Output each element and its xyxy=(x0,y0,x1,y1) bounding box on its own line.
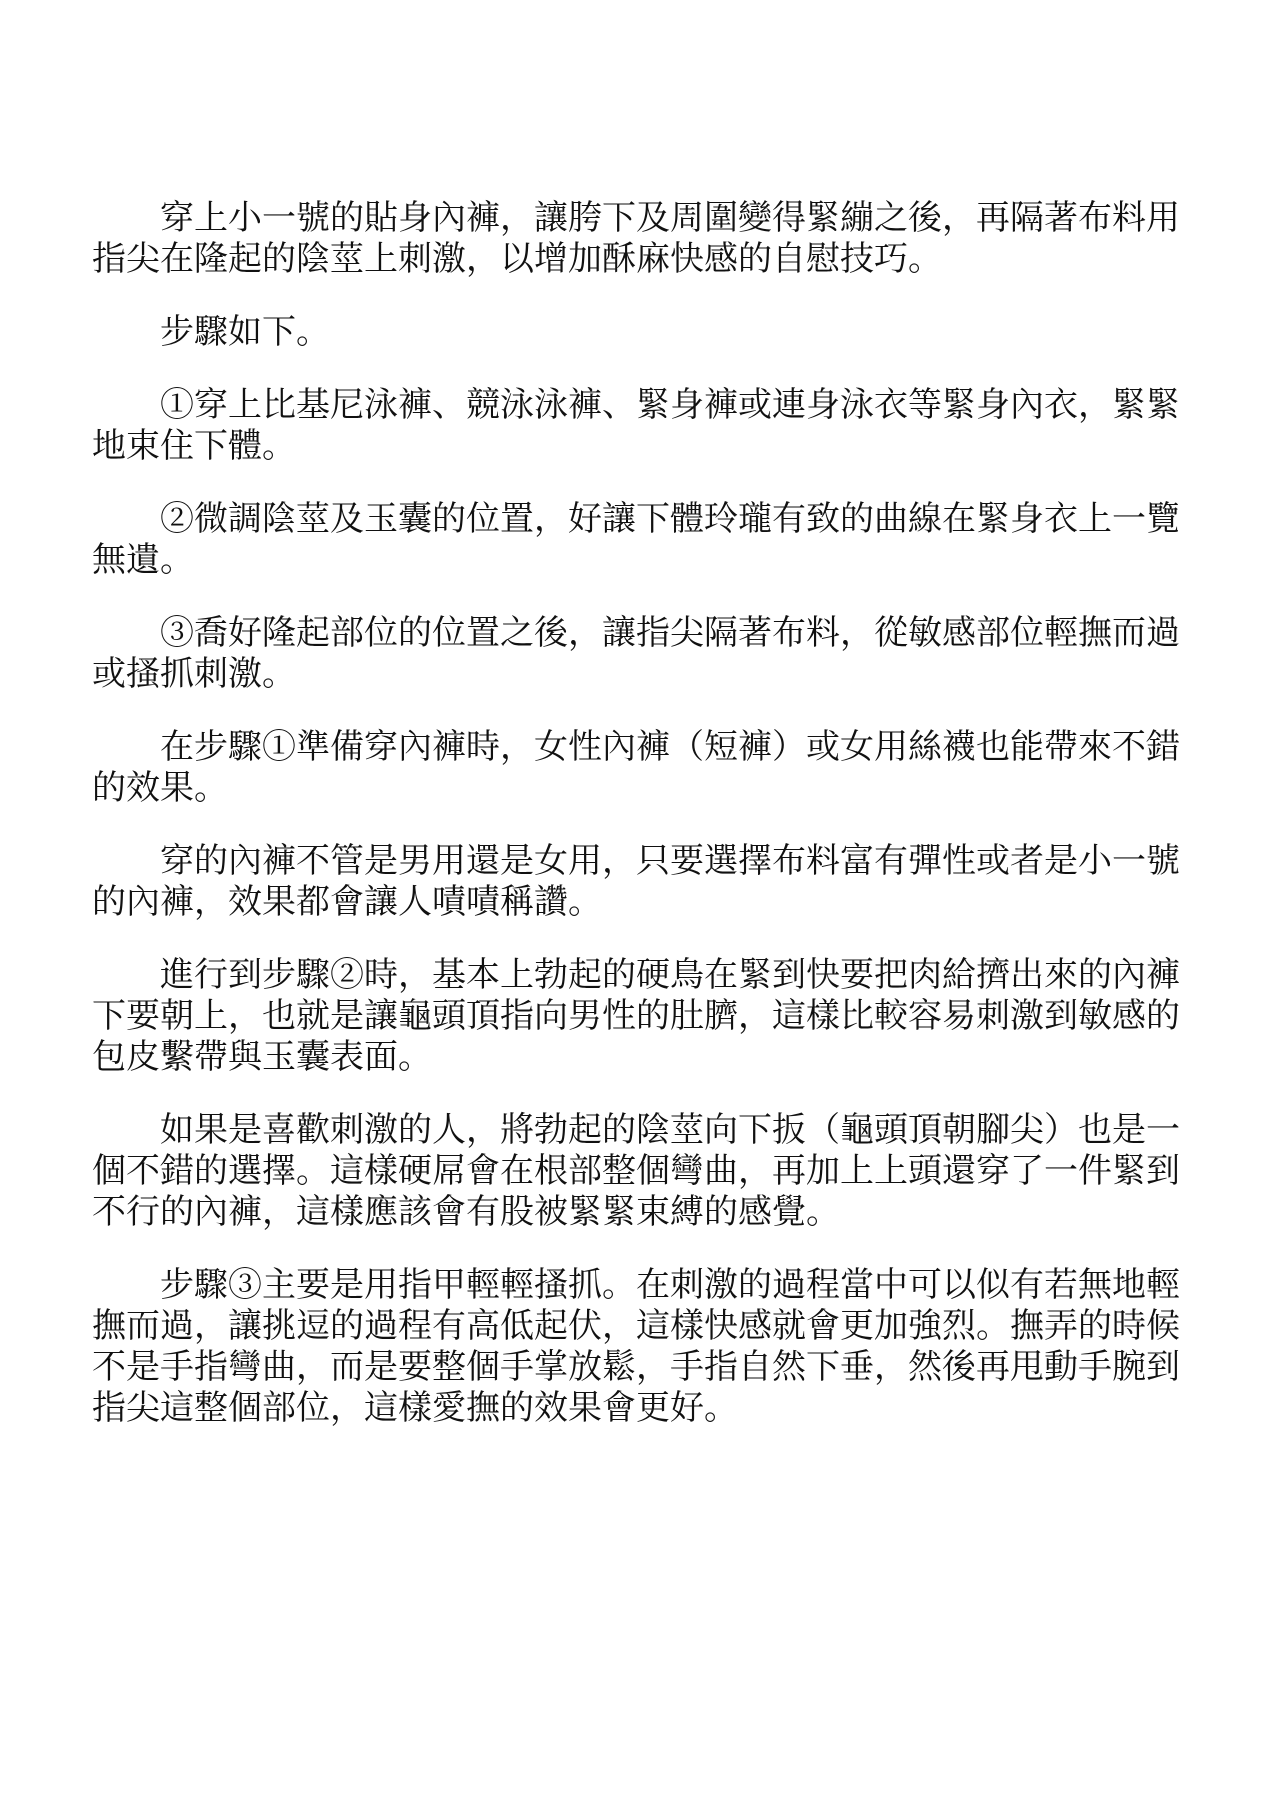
text-line: 包皮繫帶與玉囊表面。 xyxy=(92,1038,432,1076)
text-line: 或搔抓刺激。 xyxy=(92,655,296,693)
paragraph-step-1 xyxy=(92,385,1182,467)
paragraph xyxy=(92,1110,1182,1233)
text-body xyxy=(92,198,1182,1429)
text-line: 指尖在隆起的陰莖上刺激，以增加酥麻快感的自慰技巧。 xyxy=(92,240,942,278)
text-line: 的效果。 xyxy=(92,769,228,807)
text-line: 無遺。 xyxy=(92,541,194,579)
text-line: 穿上小一號的貼身內褲，讓胯下及周圍變得緊繃之後，再隔著布料用 xyxy=(160,199,1180,237)
paragraph xyxy=(92,198,1182,280)
text-line: 的內褲，效果都會讓人嘖嘖稱讚。 xyxy=(92,883,602,921)
text-line: 在步驟①準備穿內褲時，女性內褲（短褲）或女用絲襪也能帶來不錯 xyxy=(160,728,1180,766)
text-line: 如果是喜歡刺激的人，將勃起的陰莖向下扳（龜頭頂朝腳尖）也是一 xyxy=(160,1111,1180,1149)
paragraph xyxy=(92,841,1182,923)
text-line: 穿的內褲不管是男用還是女用，只要選擇布料富有彈性或者是小一號 xyxy=(160,842,1180,880)
text-line: 不是手指彎曲，而是要整個手掌放鬆，手指自然下垂，然後再甩動手腕到 xyxy=(92,1348,1180,1386)
text-line: ②微調陰莖及玉囊的位置，好讓下體玲瓏有致的曲線在緊身衣上一覽 xyxy=(160,500,1180,538)
paragraph xyxy=(92,312,1182,353)
paragraph-step-2 xyxy=(92,499,1182,581)
text-line: 不行的內褲，這樣應該會有股被緊緊束縛的感覺。 xyxy=(92,1193,840,1231)
text-line: ③喬好隆起部位的位置之後，讓指尖隔著布料，從敏感部位輕撫而過 xyxy=(160,614,1180,652)
text-line: 步驟③主要是用指甲輕輕搔抓。在刺激的過程當中可以似有若無地輕 xyxy=(160,1266,1180,1304)
paragraph xyxy=(92,955,1182,1078)
paragraph xyxy=(92,1265,1182,1429)
text-line: 撫而過，讓挑逗的過程有高低起伏，這樣快感就會更加強烈。撫弄的時候 xyxy=(92,1307,1180,1345)
paragraph-step-3 xyxy=(92,613,1182,695)
text-line: ①穿上比基尼泳褲、競泳泳褲、緊身褲或連身泳衣等緊身內衣，緊緊 xyxy=(160,386,1180,424)
text-line: 地束住下體。 xyxy=(92,427,296,465)
text-line: 指尖這整個部位，這樣愛撫的效果會更好。 xyxy=(92,1389,738,1427)
paragraph xyxy=(92,727,1182,809)
text-line: 下要朝上，也就是讓龜頭頂指向男性的肚臍，這樣比較容易刺激到敏感的 xyxy=(92,997,1180,1035)
text-line: 進行到步驟②時，基本上勃起的硬鳥在緊到快要把肉給擠出來的內褲 xyxy=(160,956,1180,994)
text-line: 步驟如下。 xyxy=(160,313,330,351)
text-line: 個不錯的選擇。這樣硬屌會在根部整個彎曲，再加上上頭還穿了一件緊到 xyxy=(92,1152,1180,1190)
